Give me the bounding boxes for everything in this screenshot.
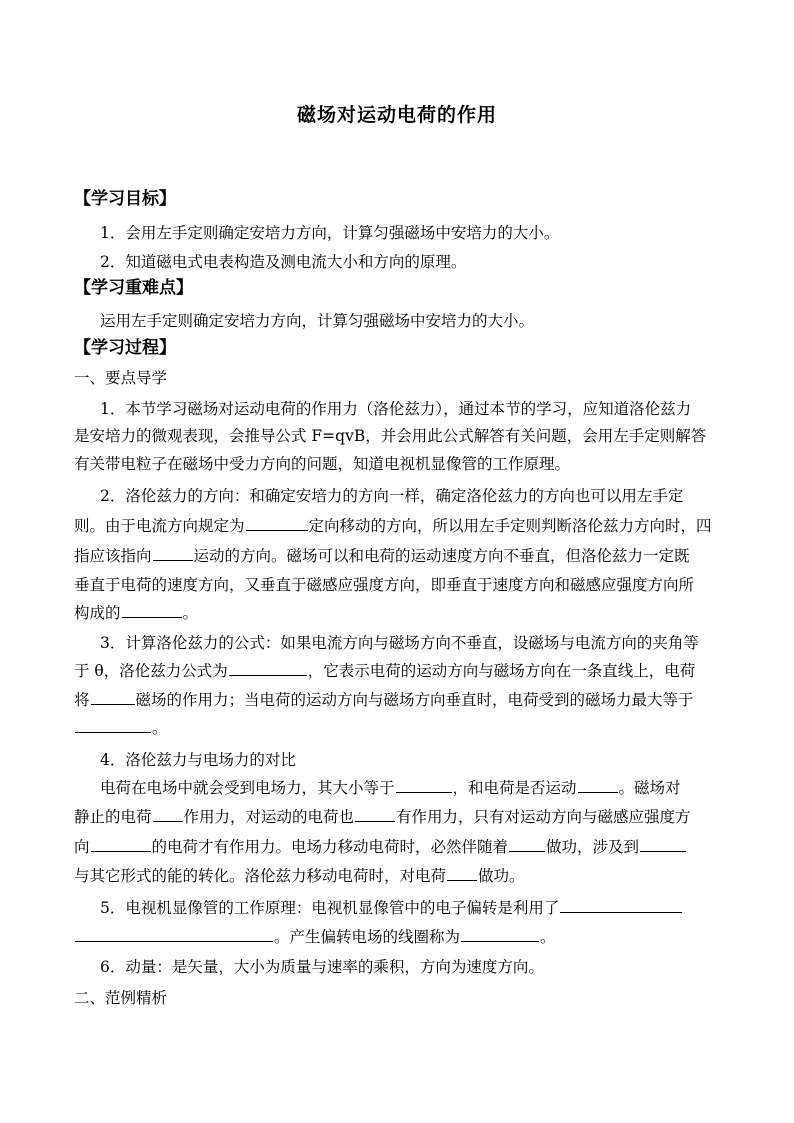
p3-line-1: 3．计算洛伦兹力的公式：如果电流方向与磁场方向不垂直，设磁场与电流方向的夹角等 [100,634,699,652]
answer-blank[interactable] [75,940,273,942]
p2-line-5a: 构成的 [74,604,121,622]
p2-line-1: 2．洛伦兹力的方向：和确定安培力的方向一样，确定洛伦兹力的方向也可以用左手定 [100,487,684,505]
goal-item-1: 1．会用左手定则确定安培力方向，计算匀强磁场中安培力的大小。 [100,224,560,242]
p4-line-3c: 做功，涉及到 [546,838,640,856]
page-title: 磁场对运动电荷的作用 [296,104,497,126]
p4-line-2b: 作用力，对运动的电荷也 [183,808,355,826]
p4-line-3b: 的电荷才有作用力。电场力移动电荷时，必然伴随着 [151,838,509,856]
p2-line-2a: 则。由于电流方向规定为 [74,517,245,535]
p4-line-4a: 与其它形式的能的转化。洛伦兹力移动电荷时，对电荷 [74,867,447,885]
process-heading: 【学习过程】 [74,338,176,358]
p4-line-1c: 。磁场对 [618,779,681,797]
p3-line-2b: ，它表示电荷的运动方向与磁场方向在一条直线上，电荷 [307,662,696,680]
p4-line-3a: 向 [74,838,90,856]
answer-blank[interactable] [153,820,183,822]
answer-blank[interactable] [122,616,182,618]
p1-line-3: 有关带电粒子在磁场中受力方向的问题，知道电视机显像管的工作原理。 [74,455,571,473]
p2-line-3a: 指应该指向 [74,547,152,565]
p4-line-1b: ，和电荷是否运动 [452,779,577,797]
p2-line-2 [74,515,712,537]
p4-line-1a: 电荷在电场中就会受到电场力，其大小等于 [100,779,395,797]
p5-line-1 [100,897,683,919]
answer-blank[interactable] [578,791,618,793]
p6-text: 6．动量：是矢量，大小为质量与速率的乘积，方向为速度方向。 [100,958,544,976]
p2-line-3b: 运动的方向。磁场可以和电荷的运动速度方向不垂直，但洛伦兹力一定既 [193,547,690,565]
answer-blank[interactable] [153,559,193,561]
p5-line-1a: 5．电视机显像管的工作原理：电视机显像管中的电子偏转是利用了 [100,899,560,917]
p3-line-2a: 于 θ，洛伦兹力公式为 [74,662,228,680]
p4-line-2 [74,806,691,828]
p4-line-2c: 有作用力，只有对运动方向与磁感应强度方 [396,808,691,826]
p4-line-1 [100,777,681,799]
part1-heading: 一、要点导学 [74,369,168,387]
p3-line-2 [74,660,695,682]
p1-line-2: 是安培力的微观表现，会推导公式 F=qvB，并会用此公式解答有关问题，会用左手定则解答 [74,427,707,445]
answer-blank[interactable] [509,850,545,852]
answer-blank[interactable] [396,791,452,793]
p3-line-3 [74,689,694,711]
answer-blank[interactable] [447,879,477,881]
answer-blank[interactable] [91,703,135,705]
answer-blank[interactable] [75,731,151,733]
p2-line-4: 垂直于电荷的速度方向，又垂直于磁感应强度方向，即垂直于速度方向和磁感应强度方向所 [74,576,695,594]
answer-blank[interactable] [246,529,308,531]
p3-line-4 [74,717,168,739]
p2-line-5 [74,602,198,624]
goal-item-2: 2．知道磁电式电表构造及测电流大小和方向的原理。 [100,253,467,271]
part2-heading: 二、范例精析 [74,989,168,1007]
p2-line-3 [74,545,690,567]
p2-line-5b: 。 [182,604,199,622]
p4-line-3 [74,836,687,858]
p5-line-2 [74,926,556,948]
answer-blank[interactable] [461,940,539,942]
p3-line-4b: 。 [152,719,168,737]
key-points-heading: 【学习重难点】 [74,278,193,298]
goals-heading: 【学习目标】 [74,189,176,209]
key-points-text: 运用左手定则确定安培力方向，计算匀强磁场中安培力的大小。 [100,312,535,330]
p1-line-1: 1．本节学习磁场对运动电荷的作用力（洛伦兹力），通过本节的学习，应知道洛伦兹力 [100,400,692,418]
answer-blank[interactable] [355,820,395,822]
p4-line-4 [74,865,525,887]
p3-line-3b: 磁场的作用力；当电荷的运动方向与磁场方向垂直时，电荷受到的磁场力最大等于 [135,691,694,709]
p5-line-2c: 。 [540,928,556,946]
p4-line-4b: 做功。 [478,867,525,885]
answer-blank[interactable] [91,850,151,852]
answer-blank[interactable] [560,911,682,913]
answer-blank[interactable] [229,674,307,676]
p3-line-3a: 将 [74,691,90,709]
p2-line-2b: 定向移动的方向，所以用左手定则判断洛伦兹力方向时，四 [308,517,712,535]
answer-blank[interactable] [640,850,686,852]
p4-line-2a: 静止的电荷 [74,808,152,826]
p5-line-2b: 。产生偏转电场的线圈称为 [274,928,461,946]
p4-heading: 4．洛伦兹力与电场力的对比 [100,751,296,769]
